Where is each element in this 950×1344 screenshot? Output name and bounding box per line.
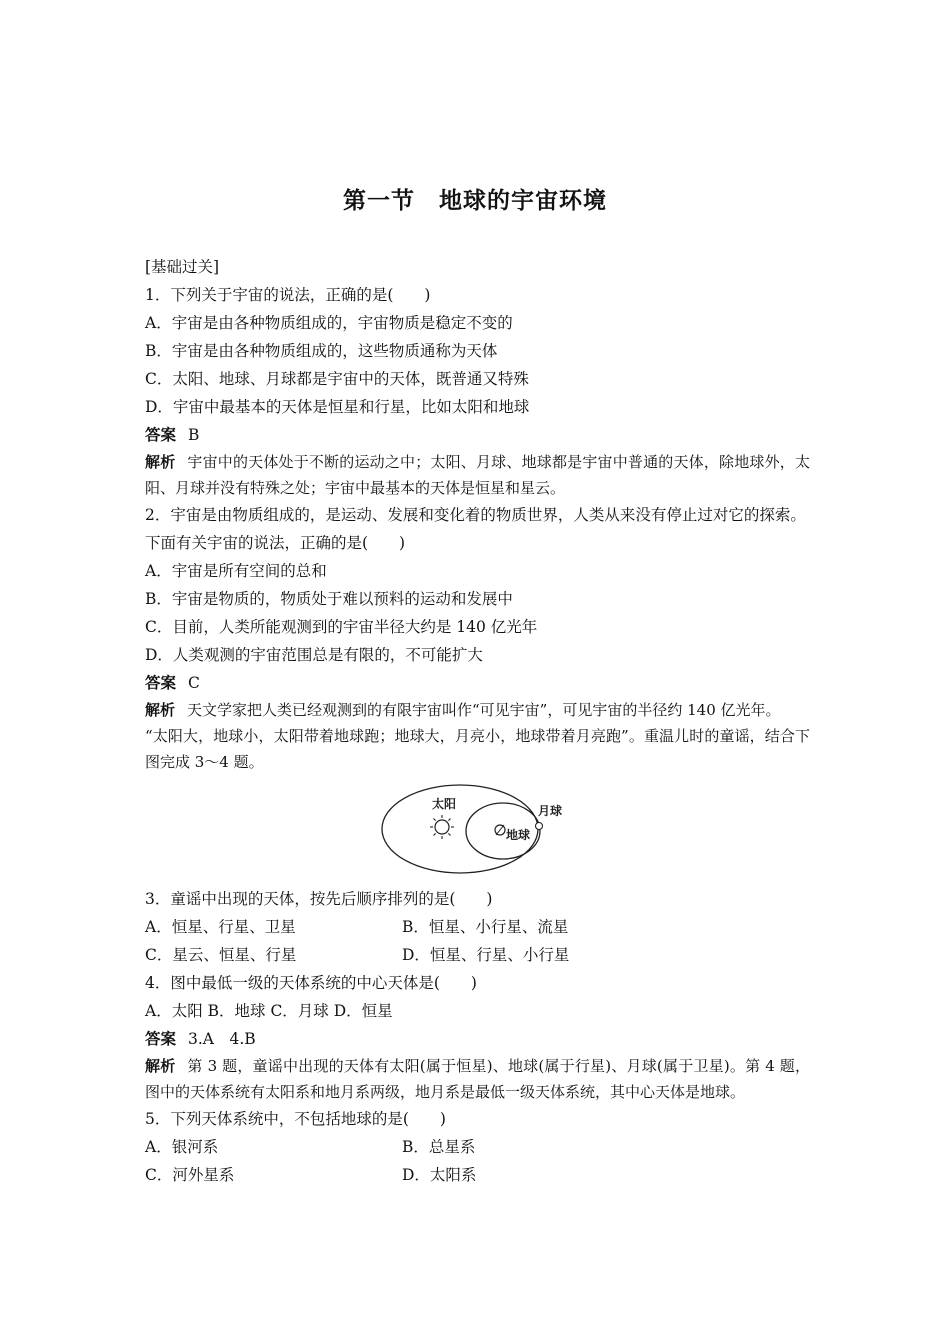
earth-icon (495, 825, 505, 835)
q2-analysis-text: 天文学家把人类已经观测到的有限宇宙叫作“可见宇宙”，可见宇宙的半径约 140 亿光年。 (187, 701, 781, 719)
analysis-label: 解析 (145, 453, 176, 471)
q2-option-c: C．目前，人类所能观测到的宇宙半径大约是 140 亿光年 (145, 618, 538, 636)
q1-option-d: D．宇宙中最基本的天体是恒星和行星，比如太阳和地球 (145, 398, 530, 416)
q5-option-c: C．河外星系 (145, 1166, 235, 1184)
q2-option-a: A．宇宙是所有空间的总和 (145, 562, 327, 580)
q5-option-d: D．太阳系 (402, 1166, 477, 1184)
analysis-label: 解析 (145, 1057, 176, 1075)
q34-answer-value: 3.A 4.B (188, 1030, 256, 1048)
q5-option-a: A．银河系 (145, 1138, 219, 1156)
q3-stem: 3．童谣中出现的天体，按先后顺序排列的是( ) (145, 890, 493, 908)
orbit-diagram (380, 781, 580, 877)
moon-icon (536, 823, 543, 830)
page-title: 第一节 地球的宇宙环境 (343, 188, 607, 214)
section-heading: [基础过关] (145, 258, 220, 276)
q2-option-b: B．宇宙是物质的，物质处于难以预料的运动和发展中 (145, 590, 513, 608)
moon-label: 月球 (538, 804, 563, 818)
q34-analysis (145, 1053, 810, 1105)
q3-options-row-1 (145, 913, 810, 941)
q2-answer-value: C (188, 674, 200, 692)
q5-options-row-2 (145, 1161, 810, 1189)
analysis-label: 解析 (145, 701, 176, 719)
sun-earth-moon-diagram (145, 781, 810, 881)
q1-answer (145, 421, 810, 449)
q1-option-b: B．宇宙是由各种物质组成的，这些物质通称为天体 (145, 342, 498, 360)
q1-stem: 1．下列关于宇宙的说法，正确的是( ) (145, 286, 431, 304)
q3-option-b: B．恒星、小行星、流星 (402, 918, 569, 936)
q2-answer (145, 669, 810, 697)
q4-stem: 4．图中最低一级的天体系统的中心天体是( ) (145, 974, 477, 992)
q1-analysis-text: 宇宙中的天体处于不断的运动之中；太阳、月球、地球都是宇宙中普通的天体，除地球外，太阳、月球并没有特殊之处；宇宙中最基本的天体是恒星和星云。 (145, 453, 810, 497)
q2-analysis (145, 697, 810, 723)
q3-options-row-2 (145, 941, 810, 969)
q1-answer-value: B (188, 426, 200, 444)
q5-options-row-1 (145, 1133, 810, 1161)
answer-label: 答案 (145, 674, 177, 692)
answer-label: 答案 (145, 426, 177, 444)
q4-options: A．太阳 B．地球 C．月球 D．恒星 (145, 1002, 393, 1020)
q3-option-d: D．恒星、行星、小行星 (402, 946, 570, 964)
q3-option-c: C．星云、恒星、行星 (145, 946, 297, 964)
sun-label: 太阳 (432, 797, 457, 811)
sun-icon (430, 815, 454, 839)
q5-option-b: B．总星系 (402, 1138, 476, 1156)
q34-analysis-text: 第 3 题，童谣中出现的天体有太阳(属于恒星)、地球(属于行星)、月球(属于卫星)。第 4 题，图中的天体系统有太阳系和地月系两级，地月系是最低一级天体系统，其中心天体是地球。 (145, 1057, 810, 1101)
nursery-rhyme-intro: “太阳大，地球小，太阳带着地球跑；地球大，月亮小，地球带着月亮跑”。重温儿时的童谣，结合下图完成 3～4 题。 (145, 727, 810, 771)
q5-stem: 5．下列天体系统中，不包括地球的是( ) (145, 1110, 446, 1128)
content (145, 253, 810, 1189)
q34-answer (145, 1025, 810, 1053)
q1-option-a: A．宇宙是由各种物质组成的，宇宙物质是稳定不变的 (145, 314, 513, 332)
q3-option-a: A．恒星、行星、卫星 (145, 918, 296, 936)
earth-label: 地球 (506, 828, 531, 842)
q1-analysis (145, 449, 810, 501)
q1-option-c: C．太阳、地球、月球都是宇宙中的天体，既普通又特殊 (145, 370, 529, 388)
q2-option-d: D．人类观测的宇宙范围总是有限的，不可能扩大 (145, 646, 483, 664)
q2-stem: 2．宇宙是由物质组成的，是运动、发展和变化着的物质世界，人类从来没有停止过对它的探索。下面有关宇宙的说法，正确的是( ) (145, 506, 806, 552)
answer-label: 答案 (145, 1030, 177, 1048)
